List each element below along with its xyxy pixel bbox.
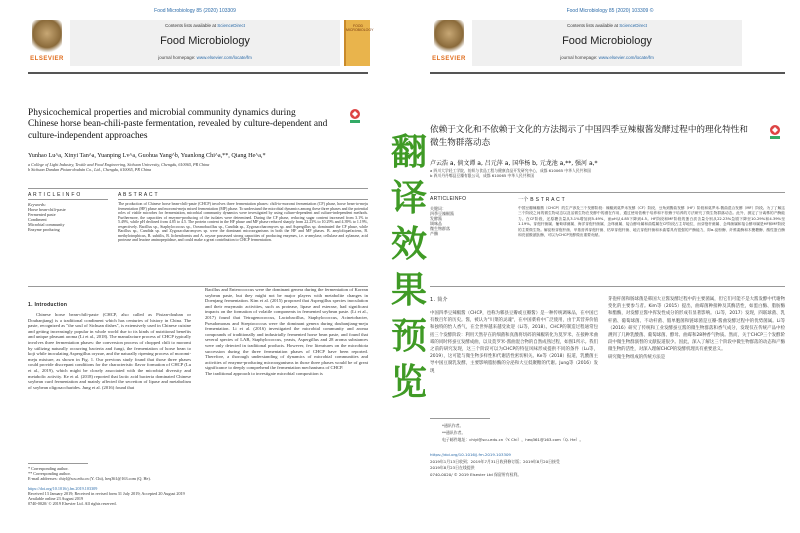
journal-header-band [70,20,340,66]
doi-link[interactable]: https://doi.org/10.1016/j.fm.2019.103309 [430,452,511,457]
footnote-3: 电子邮件地址：chiyl@scu.edu.cn（Y. Chi），heq361@163.com（Q. He）。 [442,437,584,442]
intro-column-2: 芽孢杆菌和肠球菌是韩国大豆酱发酵过程中的主要菌属，但它们可能不是大酱发酵中代谢物变化的主要参与者。Kim等（2015）提出，曲霉菌种接种及其酶活性，如蛋白酶、脂肪酶和酯酶，对发酵豆酱中挥发性成分的形成有显著影响。（Li等，2017）发现，四联球菌、乳杆菌、葡萄球菌、不动杆菌、假单胞菌和链球菌是豆瓣-酱曲发酵过程中的优势菌属。Li等（2016）研究了传统和工业发酵蚕豆酱的微生物群落和香气成分，发现仅在传统产品中检测到了几种乳酸菌、葡萄球菌、酵母、曲霉和28种香气物质。然而，关于CHCP三个发酵阶段中微生物群演替的文献报道很少。因此，深入了解这三个阶段中微生物群落的动态和产酶微生物的活性，对深入理解CHCP的发酵机理具有重要意义。 研究微生物组成的传统方法是 [608,297,785,360]
footnotes [430,422,785,443]
homepage-prefix: journal homepage: [158,55,196,60]
abstract-rule [118,199,368,200]
footnote-2: ** Corresponding author. [28,471,71,476]
intro-column-2: Bacillus and Enterococcus were the dominant genera during the fermentation of Korean soybean paste, but they might not be major players with metabolite changes in Doenjang fermentation. Kim et al. (2015) proposed that Aspergillus species inoculation and their enzymatic activities, such as protease, lipase and esterase, had significant impacts on the formation of volatile components in fermented soybean paste. (Li et al., 2017) found that Tetragenococcus, Lactobacillus, Staphylococcus, Acinetobacter, Pseudomonas and Streptococcus were the dominant genera during doubanjiang-meju fermentation. Li et al. (2016) investigated the microbial community and aroma compounds of traditionally and industrially fermented horse bean paste, and found that several species of LAB, Staphylococcus, yeasts, Aspergillus and 28 aroma substances were only detected in traditional products. However, few literatures on the microbiota succession during the three fermentation phases of CHCP have been reported. Therefore, a thorough understanding of dynamics of microbial communities and activities of enzyme-producing microorganisms in those three phases would be of great significance to deeply comprehend the fermentation mechanisms of CHCP. The traditional approach to investigate microbial composition is [205,287,368,376]
footnote-1: *通讯作者。 [442,423,464,428]
article-info-rule [28,199,108,200]
label-char: 效 [391,224,428,265]
journal-reference: Food Microbiology 85 (2020) 103309 [154,8,236,14]
online-date: 2019年8月23日在线提供 [430,465,475,470]
received-dates: 2019年1月13日收到；2019年7月31日收到修订版；2019年8月20日接受 [430,458,560,464]
journal-header [430,18,785,68]
footnote-rule [430,418,490,419]
journal-header-band [472,20,742,66]
article-title: 依赖于文化和不依赖于文化的方法揭示了中国四季豆辣椒酱发酵过程中的理化特性和微生物群落动态 [430,125,748,148]
journal-name: Food Microbiology [562,35,652,47]
label-char: 翻 [391,132,428,173]
footnote-1: * Corresponding author. [28,466,69,471]
keywords-heading: Keywords: [28,202,46,207]
footnote-2: **通讯作者。 [442,430,466,435]
keywords-heading: 关键词： [430,206,446,211]
article-authors: Yunhao Lu^a, Xinyi Tan^a, Yuanping Lv^a, Guohua Yang^b, Yuanlong Chi^a,**, Qiang He^a,* [28,152,266,159]
abstract-heading: 一个 B S T R A C T [518,197,566,203]
crossmark-icon[interactable] [348,108,362,124]
journal-cover-thumbnail [344,20,374,66]
contents-prefix: Contents lists available at [164,23,216,28]
footnote-rule [28,463,88,464]
sciencedirect-link[interactable]: ScienceDirect [217,23,246,28]
keyword-item: Enzyme producing [28,227,60,232]
article-info-heading: ARTICLEINFO [430,196,467,202]
homepage-prefix: journal homepage: [560,55,598,60]
label-char: 预 [391,316,428,357]
journal-reference: Food Microbiology 85 (2020) 103309 © [566,8,654,14]
keyword-item: 调味品 [430,221,442,226]
received-dates: Received 13 January 2019; Received in revised form 31 July 2019; Accepted 20 August 2019 [28,491,185,496]
keywords-block [430,206,500,236]
label-char: 果 [391,270,428,311]
chinese-page [430,0,800,533]
online-date: Available online 23 August 2019 [28,496,84,501]
header-rule [430,72,785,74]
header-rule [28,72,368,74]
abstract-bottom-rule [430,286,785,287]
publication-info [28,486,368,506]
copyright-notice: 0740-0020/ © 2019 Elsevier Ltd 保留所有权利。 [430,471,522,477]
intro-column-1: 中国四季豆辣椒酱（CHCP，也称为郫县豆瓣或豆瓣酱）是一种传统调味品，在中国已有数百年的历史。酱，被认为"川菜的灵魂"，在中国菜肴中广泛使用，由于其营养价值和独特的怡人香气，在全世界越来越受欢迎（Li等，2018）。CHCP的制造过程通常包括三个发酵阶段：利用天然存在的细菌和真菌将切碎的辣椒转化为莫罗米、在接种米曲霉的同时将蚕豆发酵成曲，以及莫罗米-酱曲混合物的自然成熟过程，如图1所示。我们之前的研究发现，这三个阶段可以为CHCP的特征风味形成提供不同的条件（Lu等，2019），这可能与微生物多样性和代谢活性密切相关。Ke等（2018）报道，乳酸菌主导中国豆腐乳发酵，主要影响脂肪酶的分泌和大豆低聚糖的代谢。Jung等（2016）发现 [430,311,598,374]
keyword-item: Horse bean-chili-paste [28,207,66,212]
intro-heading: 1. 简介 [430,297,448,303]
homepage-link[interactable]: www.elsevier.com/locate/fm [598,55,654,60]
keyword-item: 微生物群落 [430,226,450,231]
abstract-text: 中国豆瓣辣椒酱（CHCP）的生产涉及三个发酵阶段：辣椒到莫罗米发酵（CF）阶段、豆角到酱曲发酵（HF）阶段和莫罗米-酱曲混合发酵（MF）阶段。为了了解这三个阶段之间的微生物动态以及活微生物在发酵中的潜在作用，通过使用依赖于培养和不依赖于培养的方法研究了微生物群落动态。此外，测定了分离株的产酶能力。在CF阶段，还原糖含量从3.1%增加到5.49%，而pH从4.85下降到4.5。HF阶段和MF阶段的蛋白质含量分别从22.23%急剧下降至10.29%和4.39%至1.19%。芽孢杆菌属、葡萄球菌属、海洋芽孢杆菌属、念珠菌属、接合酵母属和曲霉属在CF阶段占主导地位，而芽孢杆菌属、念珠菌属和接合酵母属是HF和MF阶段的主要微生物。解淀粉芽孢杆菌、甲基营养芽孢杆菌、枯草芽孢杆菌、地衣芽孢杆菌和米曲霉具有很强的产酶能力，即α-淀粉酶、纤维素酶和木聚糖酶、酸性蛋白酶和亮氨酸氨肽酶，可以为CHCP发酵做出重要贡献。 [518,206,785,238]
crossmark-icon[interactable] [768,124,782,140]
publisher-name: ELSEVIER [30,56,64,62]
sciencedirect-link[interactable]: ScienceDirect [619,23,648,28]
label-char: 译 [391,178,428,219]
article-authors: 卢云浩 a, 倘文谭 a, 吕元萍 a, 国华杨 b, 元龙池 a,**, 强河 a,* [430,160,598,167]
affiliation-b: b 四川丹丹郫县豆瓣有限公司，成都 610065 中华人民共和国 [430,173,535,178]
info-divider [28,188,368,189]
abstract-heading: A B S T R A C T [118,192,158,198]
keyword-item: Microbial community [28,222,65,227]
label-char: 览 [391,362,428,403]
keywords-block [28,202,108,232]
copyright-notice: 0740-0020/ © 2019 Elsevier Ltd. All rights reserved. [28,501,117,506]
affiliation-b: b Sichuan Dandan Pixian-doubán Co., Ltd., Chengdu, 610065, PR China [28,167,152,172]
journal-header [28,18,374,68]
publication-info [430,452,785,478]
keyword-item: 产酶 [430,231,438,236]
abstract-text: The production of Chinese horse bean-chili-paste (CHCP) involves three fermentation phases: chili-to-moromi fermentation (CF) phase, horse bean-to-meju fermentation (HF) phase and moromi-meju mixed fermentation (MF) phase. To understand the microbial dynamics among these three phases and the potential roles of viable microbes for fermentation, microbial community dynamics were investigated by using culture-dependent and culture-independent methods. Furthermore, the capacities of enzyme-producing of the isolates were determined. During the CF phase, reducing sugar content increased from 3.1% to 5.49%, while pH declined from 4.85 to 4.5. The protein content in the HF phase and MF phase reduced sharply from 22.23% to 10.29% and 4.39% to 1.19%, respectively. Bacillus sp., Staphylococcus sp., Oceanobacillus sp., Candida sp., Zygosaccharomyces sp. and Aspergillus sp. dominated the CF phase, while Bacillus sp., Candida sp. and Zygosaccharomyces sp. were the dominant microorganisms in both the HF and MF phases. B. amyloliquefaciens, B. methylotrophicus, B. subtilis, B. licheniformis and A. oryzae possessed strong capacities of producing enzymes, i.e. α-amylase, cellulase and xylanase, acid protease and leucine aminopeptidase, and could make a great contribution to CHCP fermentation. [118,202,368,243]
translation-preview-label [388,124,430,404]
cover-title: FOOD MICROBIOLOGY [346,24,374,32]
info-divider [430,192,785,193]
keyword-item: Fermented paste [28,212,56,217]
affiliation-a: a College of Light Industry, Textile and Food Engineering, Sichuan University, Chengdu, 610065, PR China [28,162,210,167]
journal-name: Food Microbiology [160,35,250,47]
footnotes [28,466,368,481]
keyword-item: 发酵酱 [430,216,442,221]
article-info-heading: A R T I C L E I N F O [28,192,81,198]
elsevier-logo [430,20,468,66]
footnote-3: E-mail addresses: chiyl@scu.edu.cn (Y. Chi), heq361@163.com (Q. He). [28,476,151,481]
article-title: Physicochemical properties and microbial community dynamics during Chinese horse bean-chili-paste fermentation, revealed by culture-dependent and culture-independent approaches [28,108,328,141]
keyword-item: 四季豆辣椒酱 [430,211,454,216]
intro-column-1: Chinese horse bean-chili-paste (CHCP, also called as Pixian-douban or Doubanjiang) is a traditional condiment which has centuries of history in China. The paste, recognized as "the soul of Sichuan dishes", is extensively used in Chinese cuisine and getting increasingly popular in whole world due to its kinds of nutritional benefits and unique pleasant aroma (Li et al., 2018). The manufacture process of CHCP typically involves three fermentation phases: the conversion process of chopped chili to moromi by utilizing naturally occurring bacteria and fungi, the fermentation of horse bean to koji while inoculating Aspergillus oryzae, and the naturally ripening process of moromi-meju mixture, as shown in Fig. 1. Our previous study found that those three phases could provide discrepant conditions for the characteristic flavor formation of CHCP (Lu et al., 2019), which might be closely associated with the microbial diversity and metabolic activity. Ke et al. (2018) reported that lactic acid bacteria dominated Chinese soybean curd fermentation and mainly affected the secretion of lipase and metabolism of soybean oligosaccharides. Jung et al. (2016) found that [28,312,191,390]
elsevier-logo [28,20,66,66]
intro-heading: 1. Introduction [28,302,68,308]
doi-link[interactable]: https://doi.org/10.1016/j.fm.2019.103309 [28,486,98,491]
keyword-item: Condiment [28,217,47,222]
english-page [0,0,390,533]
publisher-name: ELSEVIER [432,56,466,62]
affiliation-a: a 四川大学轻工学院，纺织与食品工程与健康食品开发研究中心，成都 610065 中华人民共和国 [430,168,591,173]
homepage-link[interactable]: www.elsevier.com/locate/fm [196,55,252,60]
contents-prefix: Contents lists available at [566,23,618,28]
